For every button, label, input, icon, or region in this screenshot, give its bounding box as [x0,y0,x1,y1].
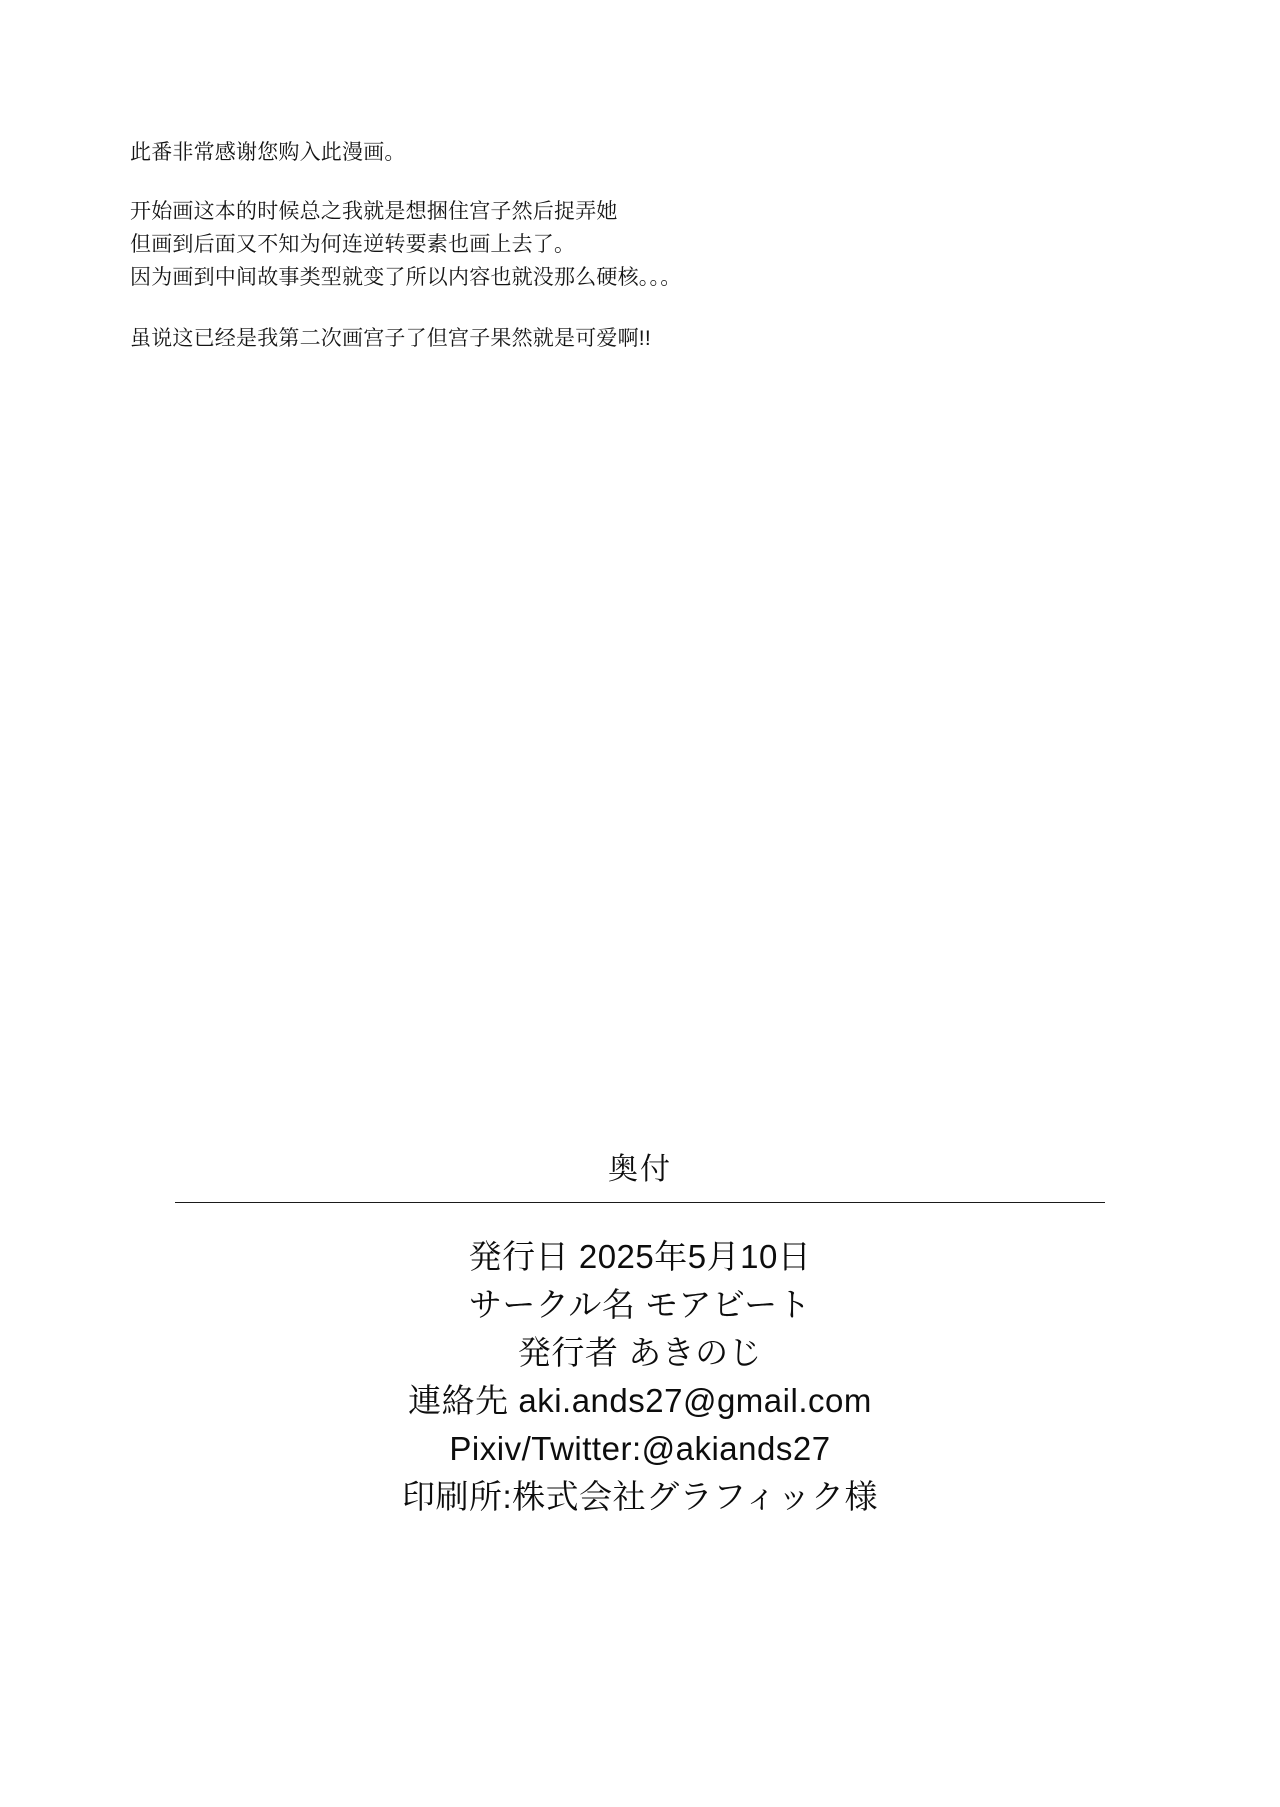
colophon-publish-date: 発行日 2025年5月10日 [468,1238,812,1275]
colophon-details [0,1233,1280,1521]
afterword-intro: 此番非常感谢您购入此漫画。 [130,141,406,164]
colophon-contact-email: 連絡先 aki.ands27@gmail.com [408,1382,872,1419]
afterword-body-line-3: 因为画到中间故事类型就变了所以内容也就没那么硬核。。。 [130,266,682,289]
colophon-publisher: 発行者 あきのじ [517,1334,763,1371]
colophon-title: 奥付 [608,1153,672,1186]
spacer [130,294,1030,322]
colophon-divider [175,1202,1105,1203]
colophon-section [0,1150,1280,1521]
afterword-body-line-2: 但画到后面又不知为何连逆转要素也画上去了。 [130,233,576,256]
colophon-circle-name: サークル名 モアビート [468,1286,812,1323]
spacer [130,169,1030,195]
colophon-printer: 印刷所:株式会社グラフィック様 [401,1478,879,1515]
colophon-social-handle: Pixiv/Twitter:@akiands27 [449,1430,831,1467]
afterword-closing: 虽说这已经是我第二次画宫子了但宫子果然就是可爱啊!! [130,327,651,350]
afterword-section [130,136,1030,355]
afterword-body-line-1: 开始画这本的时候总之我就是想捆住宫子然后捉弄她 [130,200,618,223]
